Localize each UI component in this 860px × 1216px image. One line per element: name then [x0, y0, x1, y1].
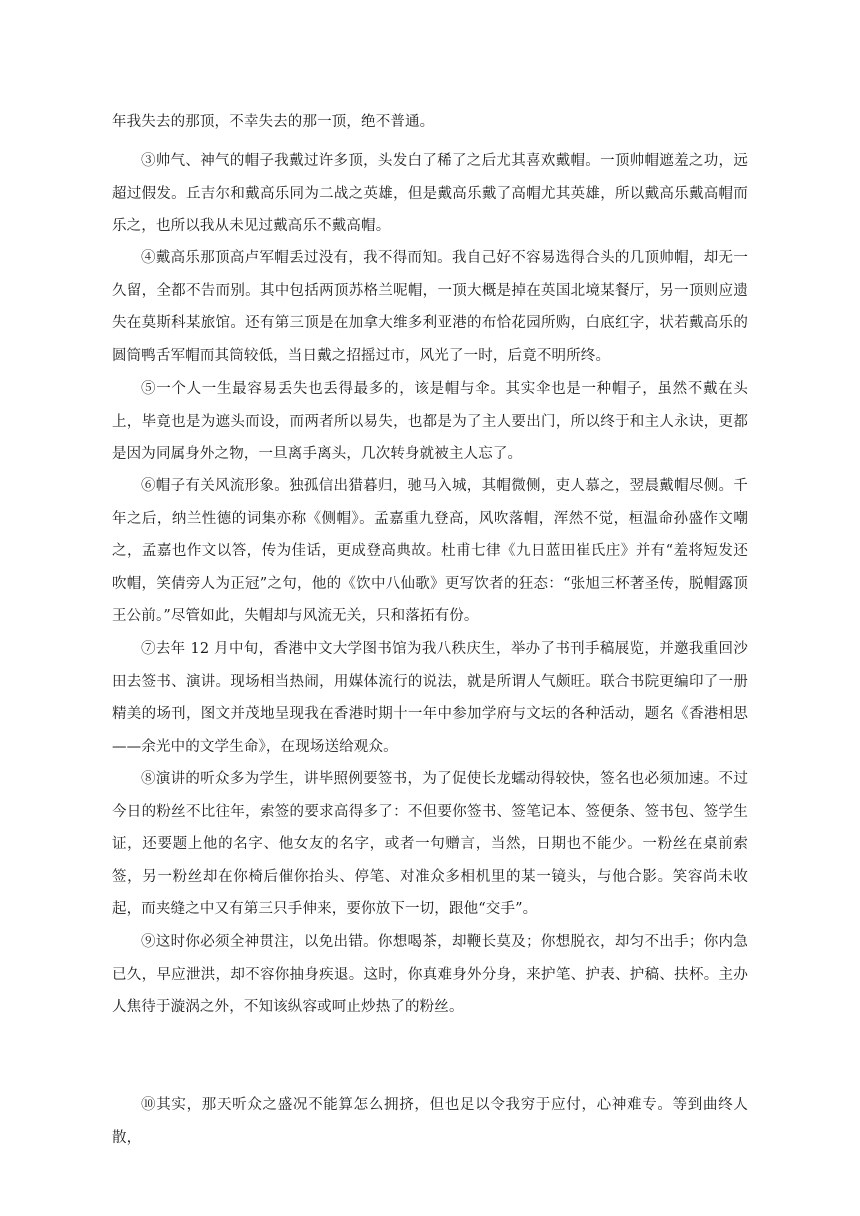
paragraph-9: ⑨这时你必须全神贯注，以免出错。你想喝茶，却鞭长莫及；你想脱衣，却匀不出手；你内急已久，早应泄洪，却不容你抽身疾退。这时，你真难身外分身，来护笔、护表、护稿、扶杯。主办人焦待于漩涡之外，不知该纵容或呵止炒热了的粉丝。	[112, 934, 748, 1015]
paragraph-4: ④戴高乐那顶高卢军帽丢过没有，我不得而知。我自己好不容易选得合头的几顶帅帽，却无一久留，全都不告而别。其中包括两顶苏格兰呢帽，一顶大概是掉在英国北境某餐厅，另一顶则应遗失在莫斯科某旅馆。还有第三顶是在加拿大维多利亚港的布恰花园所购，白底红字，状若戴高乐的圆筒鸭舌军帽而其筒较低，当日戴之招摇过市，风光了一时，后竟不明所终。	[112, 250, 748, 364]
paragraph-8: ⑧演讲的听众多为学生，讲毕照例要签书，为了促使长龙蠕动得较快，签名也必须加速。不过今日的粉丝不比往年，索签的要求高得多了：不但要你签书、签笔记本、签便条、签书包、签学生证，还要题上他的名字、他女友的名字，或者一句赠言，当然，日期也不能少。一粉丝在桌前索签，另一粉丝却在你椅后催你抬头、停笔、对准众多相机里的某一镜头，与他合影。笑容尚未收起，而夹缝之中又有第三只手伸来，要你放下一切，跟他“交手”。	[112, 771, 748, 917]
paragraph-5: ⑤一个人一生最容易丢失也丢得最多的，该是帽与伞。其实伞也是一种帽子，虽然不戴在头上，毕竟也是为遮头而设，而两者所以易失，也都是为了主人要出门，所以终于和主人永诀，更都是因为同属身外之物，一旦离手离头，几次转身就被主人忘了。	[112, 381, 748, 462]
paragraph-continuation: 年我失去的那顶，不幸失去的那一顶，绝不普通。	[112, 114, 435, 130]
paragraph-7: ⑦去年 12 月中旬，香港中文大学图书馆为我八秩庆生，举办了书刊手稿展览，并邀我重回沙田去签书、演讲。现场相当热闹，用媒体流行的说法，就是所谓人气颇旺。联合书院更编印了一册精美的场刊，图文并茂地呈现我在香港时期十一年中参加学府与文坛的各种活动，题名《香港相思——余光中的文学生命》，在现场送给观众。	[112, 641, 748, 755]
paragraph-10: ⑩其实，那天听众之盛况不能算怎么拥挤，但也足以令我穷于应付，心神难专。等到曲终人散，	[112, 1097, 748, 1146]
paragraph-3: ③帅气、神气的帽子我戴过许多顶，头发白了稀了之后尤其喜欢戴帽。一顶帅帽遮羞之功，远超过假发。丘吉尔和戴高乐同为二战之英雄，但是戴高乐戴了高帽尤其英雄，所以戴高乐戴高帽而乐之，也所以我从未见过戴高乐不戴高帽。	[112, 153, 748, 234]
paragraph-6: ⑥帽子有关风流形象。独孤信出猎暮归，驰马入城，其帽微侧，吏人慕之，翌晨戴帽尽侧。千年之后，纳兰性德的词集亦称《侧帽》。孟嘉重九登高，风吹落帽，浑然不觉，桓温命孙盛作文嘲之，孟嘉也作文以答，传为佳话，更成登高典故。杜甫七律《九日蓝田崔氏庄》并有“羞将短发还吹帽，笑倩旁人为正冠”之句，他的《饮中八仙歌》更写饮者的狂态：“张旭三杯著圣传，脱帽露顶王公前。”尽管如此，失帽却与风流无关，只和落拓有份。	[112, 478, 748, 624]
